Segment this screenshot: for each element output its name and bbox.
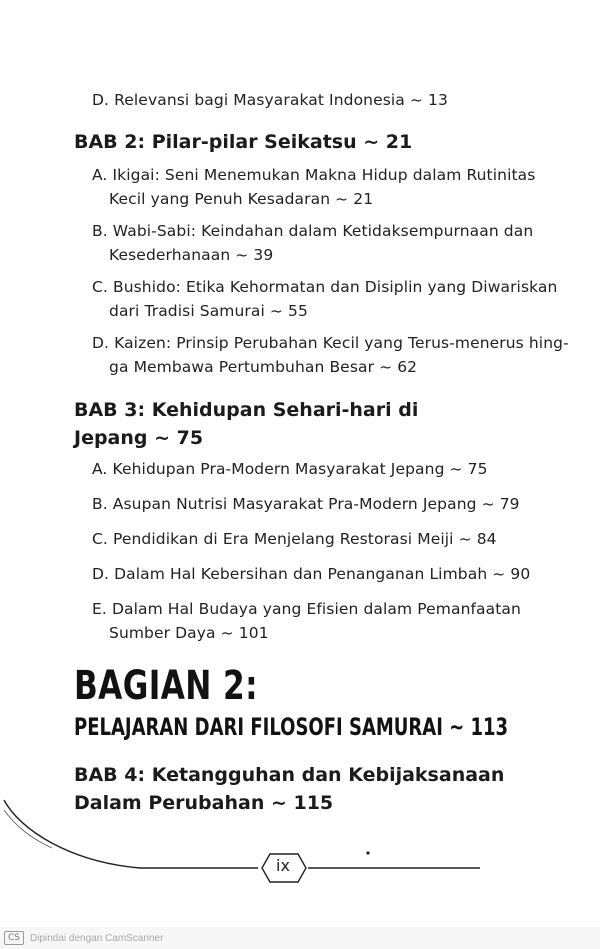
toc-entry-text: C. Pendidikan di Era Menjelang Restorasi Meiji ~ 84 [92, 530, 497, 548]
toc-entry-continuation: ga Membawa Pertumbuhan Besar ~ 62 [109, 358, 418, 376]
chapter-heading-line: BAB 4: Ketangguhan dan Kebijaksanaan [74, 764, 505, 786]
ornament-curve-thin [4, 810, 52, 848]
toc-entry-budaya [92, 597, 521, 645]
ornament-curve [4, 800, 258, 868]
part-subtitle: PELAJARAN DARI FILOSOFI SAMURAI ~ 113 [74, 713, 509, 741]
toc-entry-pendidikan [92, 527, 497, 551]
toc-entry-text: E. Dalam Hal Budaya yang Efisien dalam Pemanfaatan [92, 600, 521, 618]
toc-entry-kaizen [92, 331, 569, 379]
toc-entry-relevansi [92, 88, 448, 112]
toc-entry-wabi-sabi [92, 219, 533, 267]
dot-mark [366, 851, 369, 854]
chapter-heading-line: Dalam Perubahan ~ 115 [74, 792, 334, 814]
camscanner-logo: CS [4, 931, 24, 945]
chapter-heading-bab-3 [74, 396, 418, 452]
toc-entry-text: B. Wabi-Sabi: Keindahan dalam Ketidaksempurnaan dan [92, 222, 534, 240]
part-title: BAGIAN 2: [74, 663, 258, 709]
toc-entry-text: D. Dalam Hal Kebersihan dan Penanganan Limbah ~ 90 [92, 565, 531, 583]
page-ornament [0, 790, 600, 900]
toc-entry-text: A. Kehidupan Pra-Modern Masyarakat Jepang ~ 75 [92, 460, 488, 478]
page-number: ix [276, 856, 290, 875]
toc-entry-nutrisi [92, 492, 520, 516]
toc-entry-text: D. Relevansi bagi Masyarakat Indonesia ~ 13 [92, 91, 448, 109]
toc-entry-pra-modern [92, 457, 488, 481]
toc-entry-text: D. Kaizen: Prinsip Perubahan Kecil yang Terus-menerus hing- [92, 334, 569, 352]
chapter-heading-bab-2: BAB 2: Pilar-pilar Seikatsu ~ 21 [74, 131, 413, 153]
watermark-text: Dipindai dengan CamScanner [30, 932, 164, 944]
toc-entry-kebersihan [92, 562, 530, 586]
toc-entry-continuation: dari Tradisi Samurai ~ 55 [109, 302, 308, 320]
toc-entry-text: B. Asupan Nutrisi Masyarakat Pra-Modern Jepang ~ 79 [92, 495, 520, 513]
scanner-watermark [0, 927, 600, 949]
chapter-heading-line: Jepang ~ 75 [74, 427, 204, 449]
toc-entry-ikigai [92, 163, 535, 211]
toc-entry-continuation: Sumber Daya ~ 101 [109, 624, 269, 642]
toc-entry-text: A. Ikigai: Seni Menemukan Makna Hidup dalam Rutinitas [92, 166, 536, 184]
chapter-heading-line: BAB 3: Kehidupan Sehari-hari di [74, 399, 419, 421]
toc-entry-continuation: Kesederhanaan ~ 39 [109, 246, 274, 264]
toc-entry-bushido [92, 275, 557, 323]
toc-entry-continuation: Kecil yang Penuh Kesadaran ~ 21 [109, 190, 374, 208]
toc-entry-text: C. Bushido: Etika Kehormatan dan Disiplin yang Diwariskan [92, 278, 558, 296]
